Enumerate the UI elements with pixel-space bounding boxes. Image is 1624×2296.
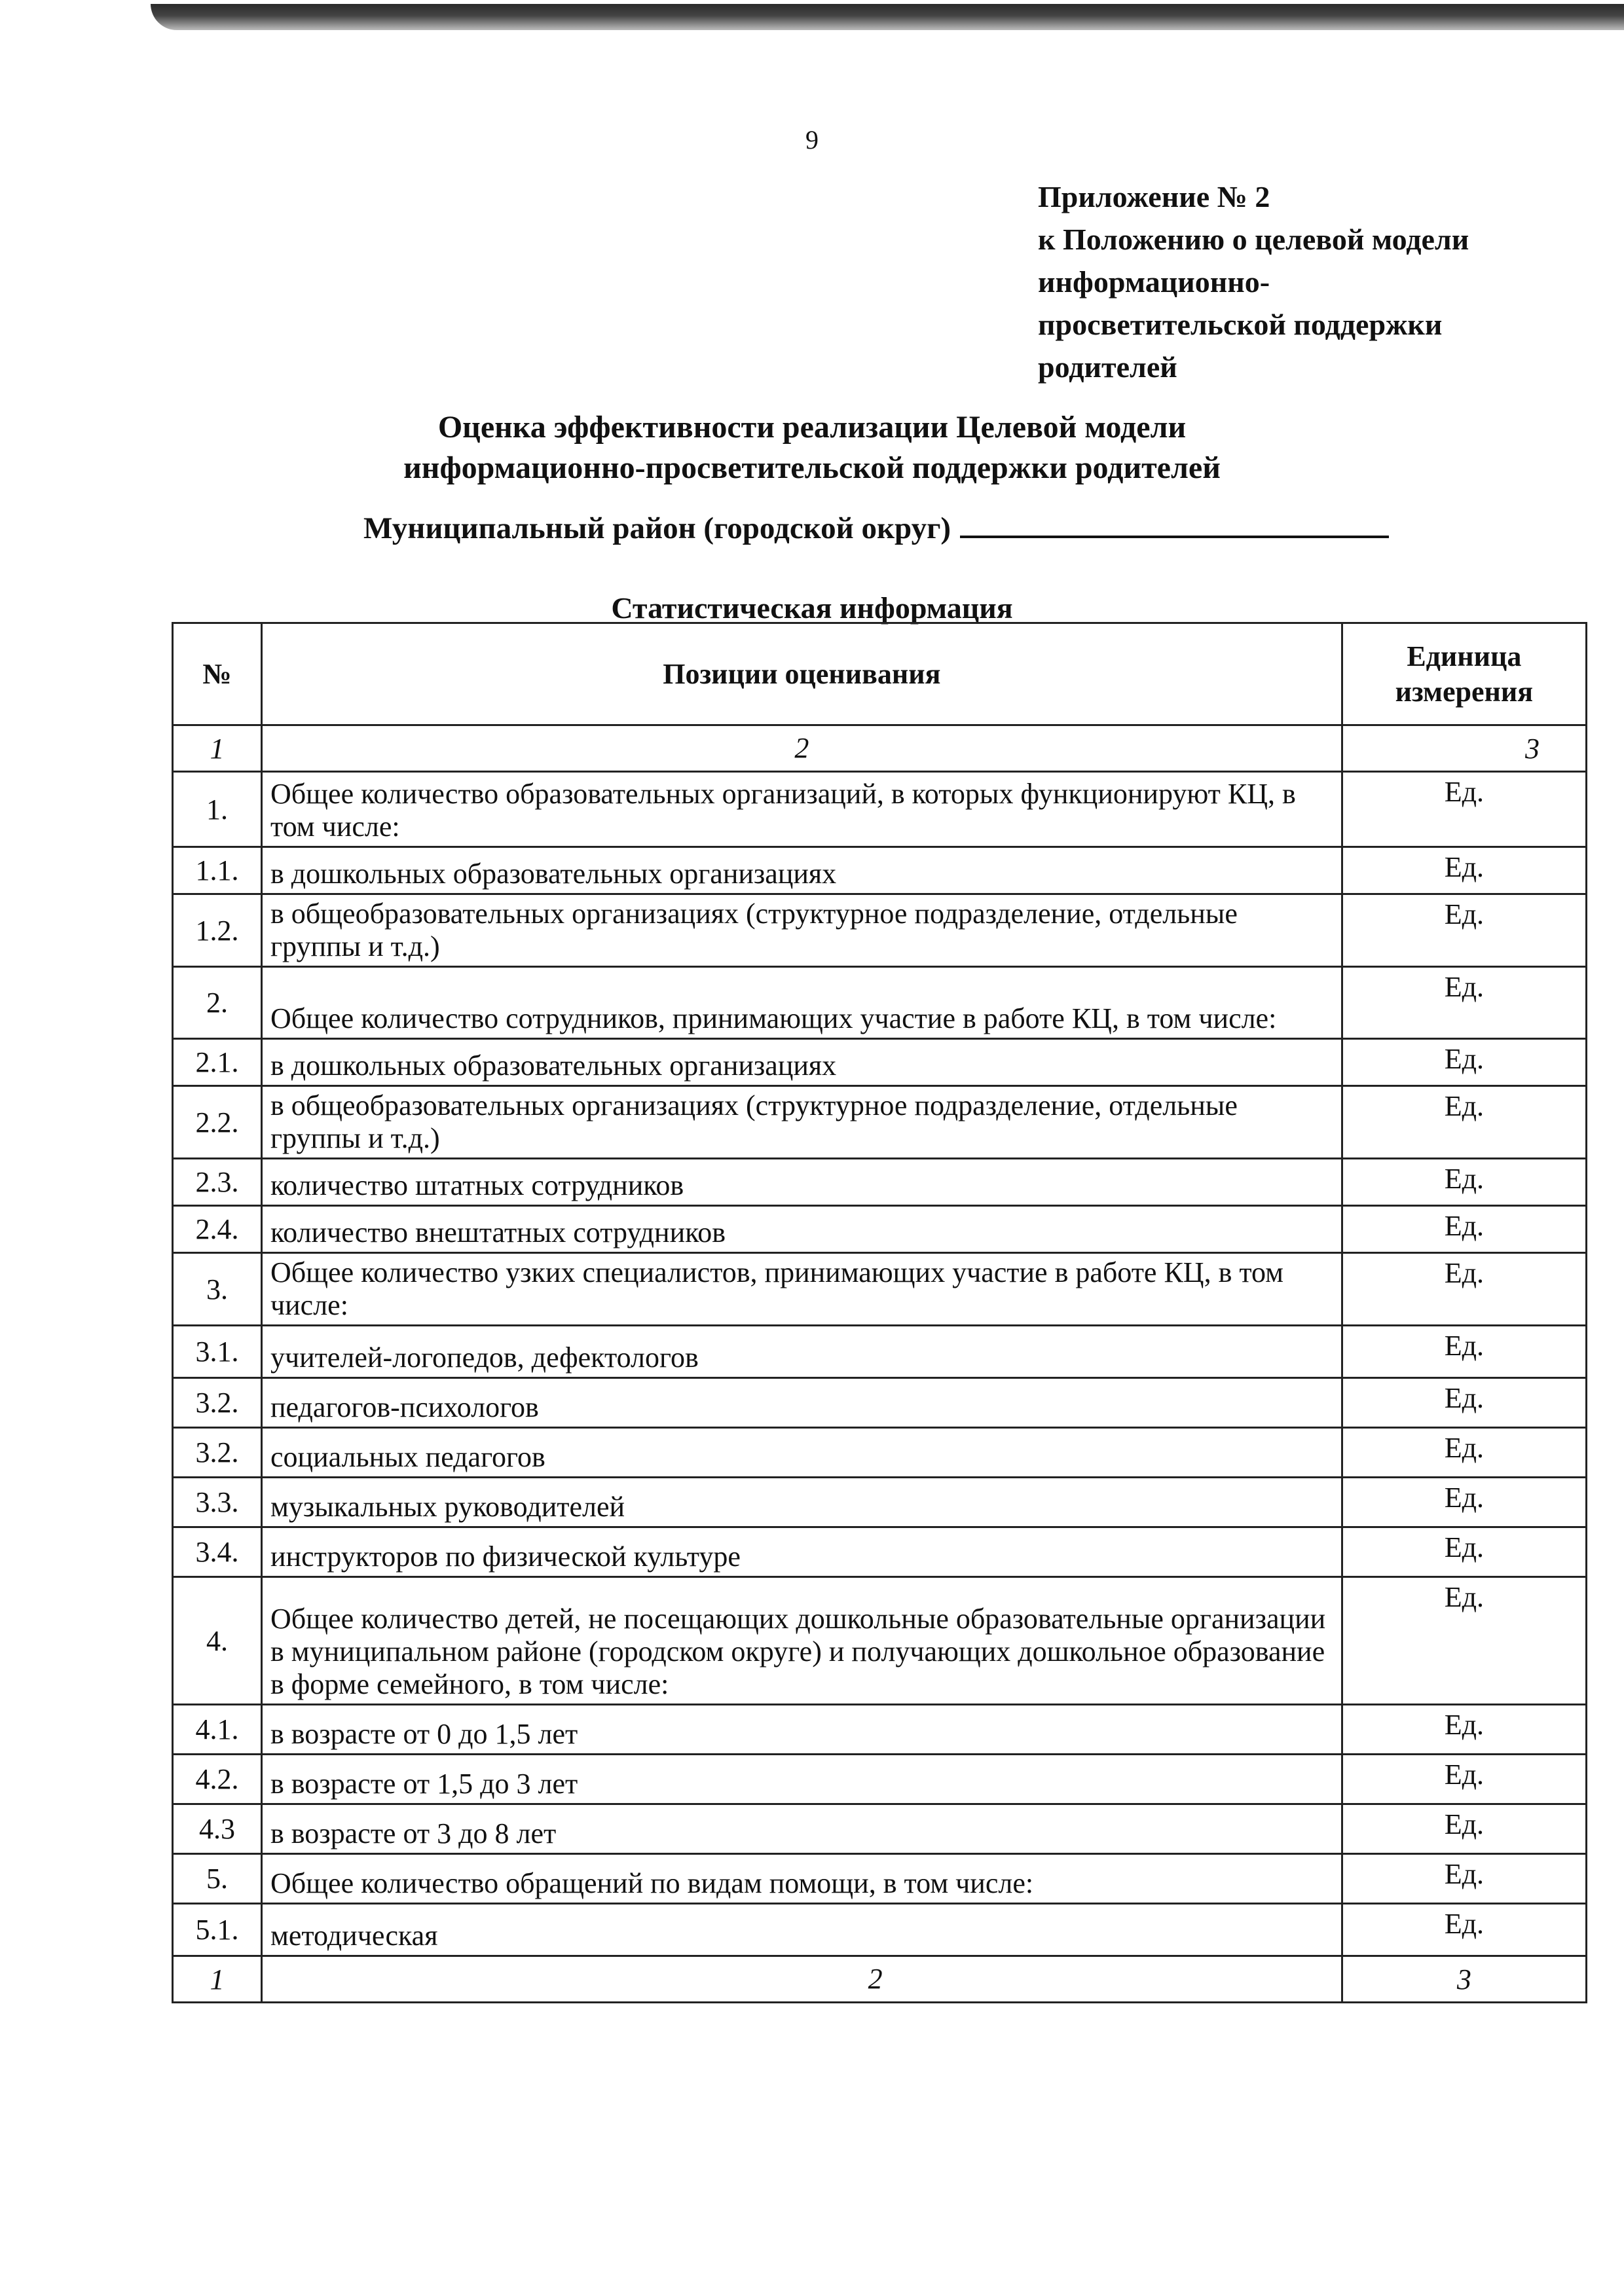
row-position-text: социальных педагогов — [262, 1428, 1342, 1478]
row-unit: Ед. — [1342, 772, 1586, 847]
row-position-text: педагогов-психологов — [262, 1378, 1342, 1428]
table-row — [173, 1527, 1587, 1577]
row-number: 3.2. — [173, 1378, 262, 1428]
table-row — [173, 847, 1587, 894]
row-number: 2.1. — [173, 1039, 262, 1086]
header-number: № — [173, 623, 262, 725]
row-position-text: в возрасте от 3 до 8 лет — [262, 1804, 1342, 1854]
index-cell: 1 — [173, 725, 262, 772]
row-number: 3.4. — [173, 1527, 262, 1577]
row-position-text: в общеобразовательных организациях (структурное подразделение, отдельные группы и т.д.) — [262, 894, 1342, 967]
row-position-text: Общее количество образовательных организаций, в которых функционируют КЦ, в том числе: — [262, 772, 1342, 847]
row-unit: Ед. — [1342, 1854, 1586, 1904]
district-line — [363, 511, 1389, 546]
table-row — [173, 1428, 1587, 1478]
row-position-text: в возрасте от 1,5 до 3 лет — [262, 1755, 1342, 1804]
row-unit: Ед. — [1342, 1428, 1586, 1478]
table-row — [173, 1086, 1587, 1159]
index-cell: 1 — [173, 1956, 262, 2003]
row-position-text: музыкальных руководителей — [262, 1478, 1342, 1527]
title-line-1: Оценка эффективности реализации Целевой модели — [437, 410, 1187, 445]
appendix-line: родителей — [1038, 350, 1177, 384]
row-unit: Ед. — [1342, 1326, 1586, 1378]
row-position-text: количество штатных сотрудников — [262, 1159, 1342, 1206]
row-number: 4.1. — [173, 1705, 262, 1755]
row-position-text: в общеобразовательных организациях (структурное подразделение, отдельные группы и т.д.) — [262, 1086, 1342, 1159]
row-position-text: Общее количество узких специалистов, принимающих участие в работе КЦ, в том числе: — [262, 1253, 1342, 1326]
footer-index-row — [173, 1956, 1587, 2003]
appendix-line: Приложение № 2 — [1038, 180, 1270, 213]
statistics-caption: Статистическая информация — [611, 591, 1013, 625]
row-number: 2.3. — [173, 1159, 262, 1206]
table-row — [173, 772, 1587, 847]
row-unit: Ед. — [1342, 1904, 1586, 1956]
table-row — [173, 1904, 1587, 1956]
table-row — [173, 1206, 1587, 1253]
row-position-text: в дошкольных образовательных организациях — [262, 847, 1342, 894]
table-header-row — [173, 623, 1587, 725]
row-unit: Ед. — [1342, 1804, 1586, 1854]
table-row — [173, 1478, 1587, 1527]
header-position: Позиции оценивания — [262, 623, 1342, 725]
table-row — [173, 1755, 1587, 1804]
district-blank-field[interactable] — [960, 516, 1389, 538]
appendix-header — [1038, 175, 1601, 388]
table-row — [173, 1326, 1587, 1378]
row-unit: Ед. — [1342, 1159, 1586, 1206]
row-number: 3.3. — [173, 1478, 262, 1527]
row-number: 3.1. — [173, 1326, 262, 1378]
row-unit: Ед. — [1342, 1253, 1586, 1326]
row-unit: Ед. — [1342, 847, 1586, 894]
row-number: 1. — [173, 772, 262, 847]
row-unit: Ед. — [1342, 1378, 1586, 1428]
row-unit: Ед. — [1342, 1039, 1586, 1086]
appendix-line: к Положению о целевой модели — [1038, 223, 1469, 256]
index-cell: 2 — [262, 1956, 1342, 2003]
row-number: 4.3 — [173, 1804, 262, 1854]
row-position-text: Общее количество сотрудников, принимающих участие в работе КЦ, в том числе: — [262, 967, 1342, 1039]
row-number: 1.2. — [173, 894, 262, 967]
district-label: Муниципальный район (городской округ) — [363, 511, 951, 545]
table-row — [173, 1253, 1587, 1326]
row-number: 1.1. — [173, 847, 262, 894]
index-cell: 3 — [1342, 1956, 1586, 2003]
table-row — [173, 1804, 1587, 1854]
row-unit: Ед. — [1342, 1577, 1586, 1705]
table-row — [173, 1159, 1587, 1206]
scan-edge-shadow — [151, 4, 1624, 30]
row-unit: Ед. — [1342, 1086, 1586, 1159]
row-number: 2.4. — [173, 1206, 262, 1253]
row-unit: Ед. — [1342, 967, 1586, 1039]
row-unit: Ед. — [1342, 1527, 1586, 1577]
document-title — [0, 407, 1624, 488]
row-number: 3. — [173, 1253, 262, 1326]
row-position-text: методическая — [262, 1904, 1342, 1956]
row-unit: Ед. — [1342, 1755, 1586, 1804]
row-number: 2. — [173, 967, 262, 1039]
page-number: 9 — [805, 125, 819, 155]
table-row — [173, 1039, 1587, 1086]
row-position-text: в возрасте от 0 до 1,5 лет — [262, 1705, 1342, 1755]
row-position-text: в дошкольных образовательных организациях — [262, 1039, 1342, 1086]
statistics-table — [172, 622, 1587, 2003]
index-cell: 3 — [1342, 725, 1586, 772]
header-unit: Единица измерения — [1342, 623, 1586, 725]
row-position-text: Общее количество обращений по видам помощи, в том числе: — [262, 1854, 1342, 1904]
row-number: 3.2. — [173, 1428, 262, 1478]
row-unit: Ед. — [1342, 1705, 1586, 1755]
appendix-line: информационно- — [1038, 265, 1270, 299]
row-number: 5.1. — [173, 1904, 262, 1956]
row-unit: Ед. — [1342, 1206, 1586, 1253]
table-row — [173, 967, 1587, 1039]
row-position-text: инструкторов по физической культуре — [262, 1527, 1342, 1577]
index-cell: 2 — [262, 725, 1342, 772]
table-row — [173, 1577, 1587, 1705]
title-line-2: информационно-просветительской поддержки родителей — [403, 450, 1221, 485]
table-row — [173, 894, 1587, 967]
row-number: 2.2. — [173, 1086, 262, 1159]
row-position-text: Общее количество детей, не посещающих дошкольные образовательные организации в муниципальном районе (городском округе) и получающих дошкольное образование в форме семейного, в том числе: — [262, 1577, 1342, 1705]
table-row — [173, 1705, 1587, 1755]
row-position-text: количество внештатных сотрудников — [262, 1206, 1342, 1253]
table-row — [173, 1854, 1587, 1904]
column-index-row — [173, 725, 1587, 772]
row-position-text: учителей-логопедов, дефектологов — [262, 1326, 1342, 1378]
row-number: 4. — [173, 1577, 262, 1705]
row-number: 5. — [173, 1854, 262, 1904]
row-unit: Ед. — [1342, 1478, 1586, 1527]
appendix-line: просветительской поддержки — [1038, 308, 1443, 341]
table-row — [173, 1378, 1587, 1428]
row-number: 4.2. — [173, 1755, 262, 1804]
row-unit: Ед. — [1342, 894, 1586, 967]
